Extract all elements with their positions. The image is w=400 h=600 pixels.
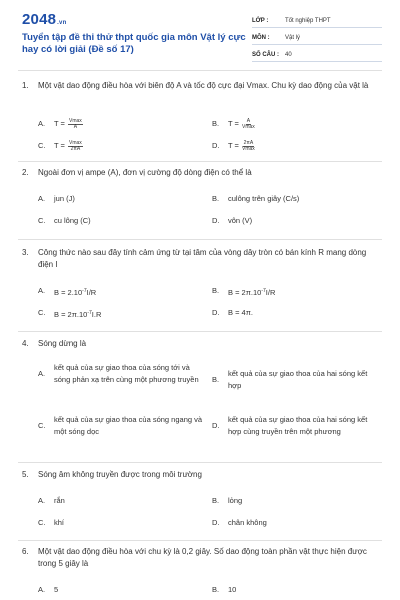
option-d[interactable]: D. chân không xyxy=(212,518,267,527)
meta-count xyxy=(252,48,382,62)
question-6 xyxy=(22,546,382,600)
option-c[interactable]: C. kết quả của sự giao thoa của sóng ngang và một sóng dọc xyxy=(38,415,203,436)
question-number: 6. xyxy=(22,547,29,556)
question-text: Ngoài đơn vị ampe (A), đơn vị cường độ dòng điện có thể là xyxy=(38,168,252,177)
meta-class-label: LỚP : xyxy=(252,17,269,24)
option-b[interactable]: B. lỏng xyxy=(212,496,243,505)
divider xyxy=(18,239,382,240)
option-a[interactable]: A. jun (J) xyxy=(38,194,75,203)
question-4 xyxy=(22,338,382,463)
divider xyxy=(18,161,382,162)
option-b[interactable]: B. kết quả của sự giao thoa của hai sóng kết hợp xyxy=(212,369,368,390)
meta-subject xyxy=(252,31,382,45)
question-number: 4. xyxy=(22,339,29,348)
question-number: 5. xyxy=(22,470,29,479)
question-1 xyxy=(22,80,382,160)
option-c[interactable]: C. khí xyxy=(38,518,65,527)
divider xyxy=(18,540,382,541)
option-a[interactable]: A. T = $\frac{Vmax}{A}$ xyxy=(38,117,82,130)
option-d[interactable]: D. kết quả của sự giao thoa của hai sóng kết hợp cùng truyền trên một phương xyxy=(212,415,368,436)
option-a[interactable]: A. $B = 2.10^{-7}I/R$ xyxy=(38,286,97,297)
option-b[interactable]: B. 10 xyxy=(212,585,237,594)
option-b[interactable]: B. T = $\frac{A}{Vmax}$ xyxy=(212,117,255,130)
question-text: Một vật dao động điều hòa với chu kỳ là 0,2 giây. Số dao động toàn phần vật thực hiện được trong 5 giây là xyxy=(38,547,367,568)
question-text: Công thức nào sau đây tính cảm ứng từ tại tâm của vòng dây tròn có bán kính R mang dòng điện I xyxy=(38,248,367,269)
fraction: $\frac{2\pi A}{Vmax}$ xyxy=(242,139,255,152)
option-b[interactable]: B. culông trên giây (C/s) xyxy=(212,194,300,203)
question-3 xyxy=(22,247,382,327)
question-number: 3. xyxy=(22,248,29,257)
question-text: Một vật dao động điều hòa với biên độ A và tốc độ cực đại Vmax. Chu kỳ dao động của vật là xyxy=(38,81,369,90)
option-a[interactable]: A. 5 xyxy=(38,585,59,594)
option-d[interactable]: D. T = $\frac{2\pi A}{Vmax}$ xyxy=(212,139,255,152)
fraction: $\frac{A}{Vmax}$ xyxy=(242,117,255,130)
meta-count-value: 40 xyxy=(285,51,292,58)
question-text: Sóng âm không truyền được trong môi trường xyxy=(38,470,202,479)
exam-title: Tuyển tập đề thi thử thpt quốc gia môn Vật lý cực hay có lời giải (Đề số 17) xyxy=(22,32,246,55)
question-number: 1. xyxy=(22,81,29,90)
fraction: $\frac{Vmax}{A}$ xyxy=(69,117,82,130)
exam-header xyxy=(0,0,400,66)
logo-suffix: .vn xyxy=(57,20,67,26)
meta-count-label: SỐ CÂU : xyxy=(252,51,279,58)
option-c[interactable]: C. $B = 2\pi.10^{-7}I.R$ xyxy=(38,308,102,319)
fraction: $\frac{Vmax}{2\pi A}$ xyxy=(69,139,82,152)
divider xyxy=(18,331,382,332)
option-d[interactable]: D. B = 4π. xyxy=(212,308,253,317)
question-5 xyxy=(22,469,382,539)
meta-subject-value: Vật lý xyxy=(285,34,301,41)
meta-class-value: Tốt nghiệp THPT xyxy=(285,17,331,24)
option-b[interactable]: B. $B = 2\pi.10^{-7}I/R$ xyxy=(212,286,276,297)
exam-meta xyxy=(252,14,382,65)
divider xyxy=(18,70,382,71)
option-c[interactable]: C. cu lông (C) xyxy=(38,216,91,225)
option-a[interactable]: A. kết quả của sự giao thoa của sóng tới và sóng phản xạ trên cùng một phương truyền xyxy=(38,363,199,384)
question-2 xyxy=(22,167,382,237)
option-a[interactable]: A. rắn xyxy=(38,496,65,505)
question-number: 2. xyxy=(22,168,29,177)
option-c[interactable]: C. T = $\frac{Vmax}{2\pi A}$ xyxy=(38,139,82,152)
meta-subject-label: MÔN : xyxy=(252,34,270,41)
divider xyxy=(18,462,382,463)
option-d[interactable]: D. vôn (V) xyxy=(212,216,253,225)
site-logo[interactable] xyxy=(22,11,66,28)
logo-main: 2048 xyxy=(22,11,57,28)
meta-class xyxy=(252,14,382,28)
question-text: Sóng dừng là xyxy=(38,339,87,348)
